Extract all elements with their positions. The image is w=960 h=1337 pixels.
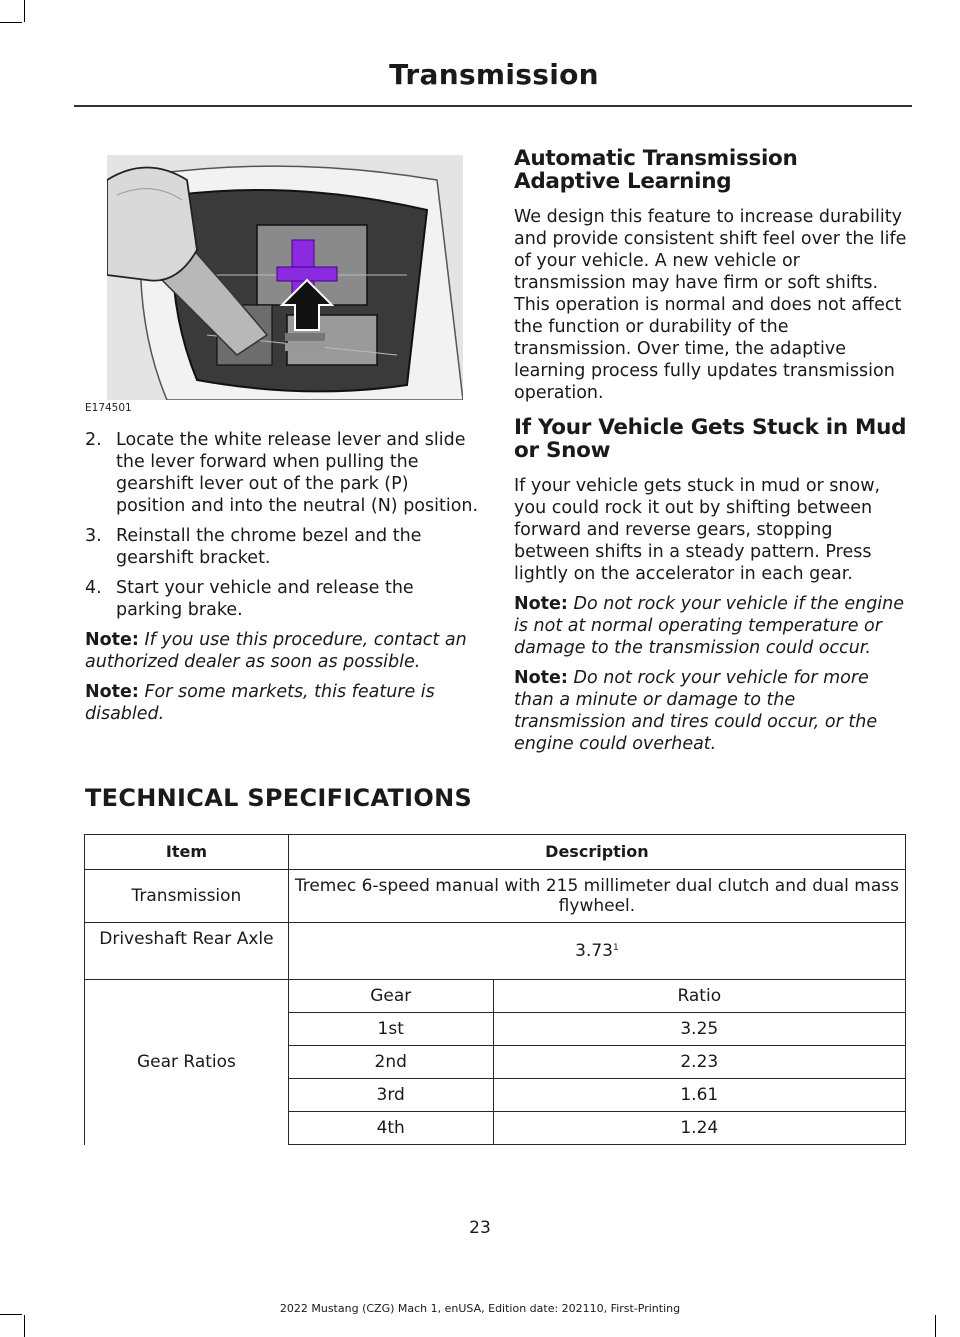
note-label: Note: bbox=[85, 682, 139, 702]
adaptive-learning-body: We design this feature to increase durability and provide consistent shift feel over the life of your vehicle. A new vehicle or transmission may have firm or soft shifts. This operation is normal and does not affect the function or durability of the transmission. Over time, the adaptive learning process fully updates transmission operation. bbox=[514, 207, 907, 403]
header-divider bbox=[74, 105, 912, 107]
left-column bbox=[85, 429, 480, 733]
ratio-cell: 2.23 bbox=[493, 1046, 905, 1079]
step-item bbox=[85, 577, 480, 621]
step-text: Reinstall the chrome bezel and the gearshift bracket. bbox=[116, 526, 422, 568]
gear-cell: 1st bbox=[288, 1013, 493, 1046]
gear-cell: 2nd bbox=[288, 1046, 493, 1079]
procedure-steps bbox=[85, 429, 480, 621]
stuck-heading: If Your Vehicle Gets Stuck in Mud or Snow bbox=[514, 415, 907, 463]
note bbox=[514, 667, 910, 755]
gearshift-illustration bbox=[107, 155, 463, 400]
row-item: Transmission bbox=[85, 870, 289, 923]
column-header-item: Item bbox=[85, 835, 289, 870]
note bbox=[514, 593, 910, 659]
step-number: 3. bbox=[85, 526, 102, 546]
footer-text: 2022 Mustang (CZG) Mach 1, enUSA, Edition date: 202110, First-Printing bbox=[279, 1302, 681, 1315]
gear-subheader-row bbox=[85, 980, 906, 1013]
footnote-marker: 1 bbox=[612, 943, 619, 953]
ratio-cell: 3.25 bbox=[493, 1013, 905, 1046]
row-description: Tremec 6-speed manual with 215 millimeter dual clutch and dual mass flywheel. bbox=[288, 870, 905, 923]
figure-id: E174501 bbox=[85, 402, 132, 414]
crop-mark bbox=[24, 0, 25, 22]
step-text: Locate the white release lever and slide the lever forward when pulling the gearshift lever out of the park (P) position and into the neutral (N) position. bbox=[116, 430, 479, 516]
step-number: 2. bbox=[85, 430, 102, 450]
ratio-cell: 1.61 bbox=[493, 1079, 905, 1112]
step-item bbox=[85, 429, 480, 517]
row-description bbox=[288, 923, 905, 980]
step-text: Start your vehicle and release the parking brake. bbox=[116, 578, 414, 620]
note-label: Note: bbox=[514, 668, 568, 688]
adaptive-learning-heading: Automatic Transmission Adaptive Learning bbox=[514, 146, 798, 194]
crop-mark bbox=[0, 22, 22, 23]
right-column bbox=[514, 147, 910, 763]
note-text: Do not rock your vehicle for more than a minute or damage to the transmission and tires could occur, or the engine could overheat. bbox=[514, 668, 878, 754]
note bbox=[85, 681, 480, 725]
row-item: Gear Ratios bbox=[85, 980, 289, 1145]
note bbox=[85, 629, 480, 673]
note-text: For some markets, this feature is disabled. bbox=[85, 682, 435, 724]
note-text: Do not rock your vehicle if the engine is not at normal operating temperature or damage to the transmission could occur. bbox=[514, 594, 905, 658]
axle-ratio-value: 3.73 bbox=[575, 941, 613, 961]
step-item bbox=[85, 525, 480, 569]
gear-header: Gear bbox=[288, 980, 493, 1013]
note-label: Note: bbox=[514, 594, 568, 614]
stuck-body: If your vehicle gets stuck in mud or snow, you could rock it out by shifting between forward and reverse gears, stopping between shifts in a steady pattern. Press lightly on the accelerator in each gear. bbox=[514, 476, 881, 584]
page-number: 23 bbox=[469, 1218, 491, 1238]
gear-cell: 4th bbox=[288, 1112, 493, 1145]
technical-specifications-heading: TECHNICAL SPECIFICATIONS bbox=[85, 784, 473, 812]
crop-mark bbox=[24, 1315, 25, 1337]
table-header-row bbox=[85, 835, 906, 870]
table-row bbox=[85, 923, 906, 980]
row-item: Driveshaft Rear Axle bbox=[85, 923, 289, 980]
spec-table bbox=[84, 834, 906, 1145]
crop-mark bbox=[935, 1315, 936, 1337]
ratio-header: Ratio bbox=[493, 980, 905, 1013]
page-title: Transmission bbox=[389, 58, 599, 91]
note-text: If you use this procedure, contact an authorized dealer as soon as possible. bbox=[85, 630, 467, 672]
table-row bbox=[85, 870, 906, 923]
ratio-cell: 1.24 bbox=[493, 1112, 905, 1145]
column-header-description: Description bbox=[288, 835, 905, 870]
gear-cell: 3rd bbox=[288, 1079, 493, 1112]
note-label: Note: bbox=[85, 630, 139, 650]
step-number: 4. bbox=[85, 578, 102, 598]
gearshift-drawing bbox=[107, 155, 463, 400]
